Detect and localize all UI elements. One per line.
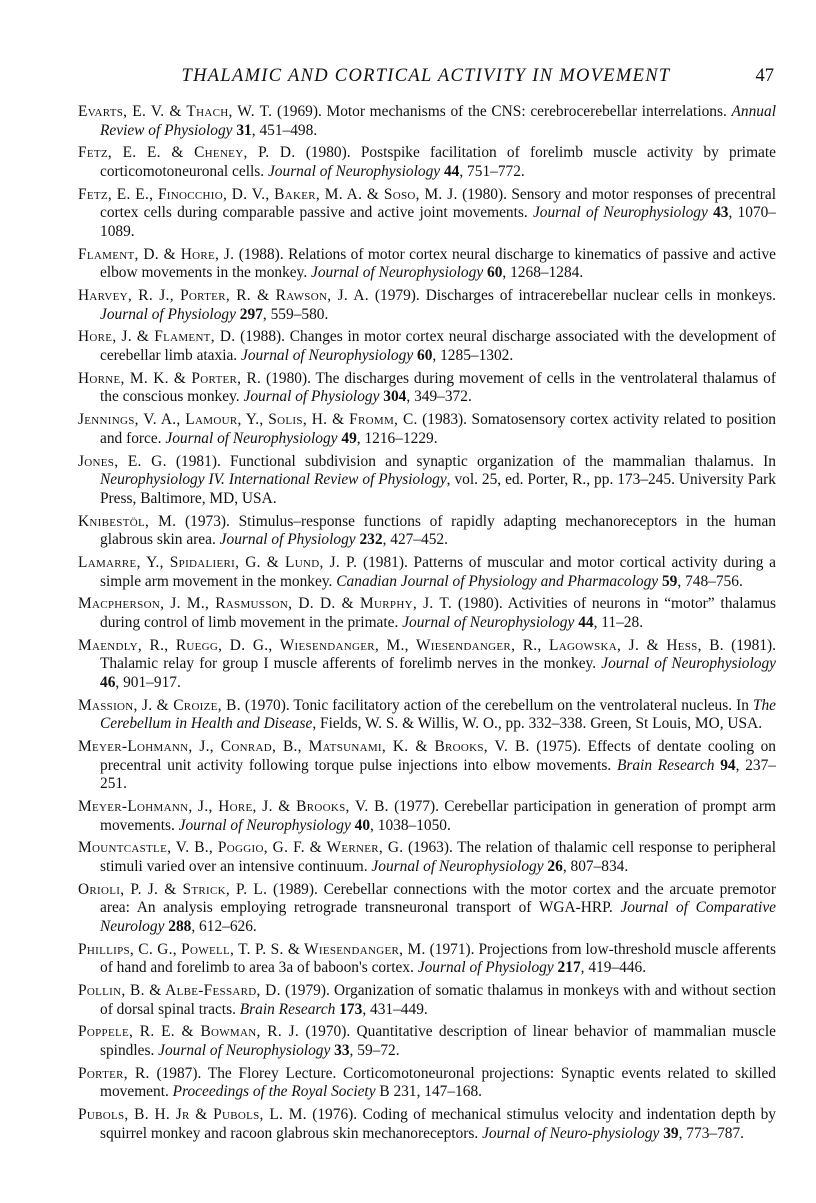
reference-title: (1981). Patterns of muscular and motor cortical activity during a simple arm movement in the monkey. xyxy=(100,553,776,590)
reference-pages: , 1070–1089. xyxy=(100,204,777,240)
reference-authors: Pollin, B. & Albe-Fessard, D. xyxy=(78,982,281,1000)
reference-journal: Journal of Neurophysiology xyxy=(601,655,777,673)
reference-journal: Journal of Neurophysiology xyxy=(402,613,575,631)
reference-authors: Porter, R. xyxy=(78,1064,150,1082)
reference-volume: 44 xyxy=(578,613,594,631)
reference-pages: , 612–626. xyxy=(191,917,257,935)
reference-journal: Journal of Physiology xyxy=(243,388,380,406)
reference-title: (1988). Relations of motor cortex neural discharge to kinematics of passive and active elbow movements in the monkey. xyxy=(100,245,776,282)
reference-entry xyxy=(78,186,776,242)
reference-entry xyxy=(78,554,776,591)
reference-entry xyxy=(78,328,776,365)
reference-title: (1963). The relation of thalamic cell response to peripheral stimuli varied over an intensive continuum. xyxy=(100,839,776,875)
reference-authors: Phillips, C. G., Powell, T. P. S. & Wiesendanger, M. xyxy=(78,940,426,958)
reference-pages: , 1285–1302. xyxy=(432,347,514,365)
reference-entry xyxy=(78,453,776,509)
reference-journal: Journal of Comparative Neurology xyxy=(100,899,776,935)
reference-authors: Jones, E. G. xyxy=(78,452,167,470)
reference-volume: 39 xyxy=(663,1124,679,1142)
reference-authors: Pubols, B. H. Jr & Pubols, L. M. xyxy=(78,1106,307,1124)
reference-entry xyxy=(78,697,776,734)
page-number: 47 xyxy=(755,66,774,86)
reference-entry xyxy=(78,246,776,283)
reference-entry xyxy=(78,287,776,324)
reference-authors: Horne, M. K. & Porter, R. xyxy=(78,369,262,387)
reference-journal: Brain Research xyxy=(616,756,715,774)
reference-entry xyxy=(78,941,776,978)
reference-title: (1979). Organization of somatic thalamus in monkeys with and without section of dorsal spinal tracts. xyxy=(100,982,776,1018)
reference-title: (1975). Effects of dentate cooling on precentral unit activity following torque pulse injections into elbow movements. xyxy=(100,738,776,774)
reference-title: (1969). Motor mechanisms of the CNS: cerebrocerebellar interrelations. xyxy=(272,103,732,120)
reference-journal: Neurophysiology IV. International Review of Physiology xyxy=(100,471,447,489)
reference-title: (1971). Projections from low-threshold muscle afferents of hand and forelimb to area 3a of baboon's cortex. xyxy=(100,940,776,977)
reference-authors: Evarts, E. V. & Thach, W. T. xyxy=(78,103,273,120)
reference-entry xyxy=(78,798,776,835)
reference-pages: , vol. 25, ed. Porter, R., pp. 173–245. University Park Press, Baltimore, MD, USA. xyxy=(100,471,777,507)
reference-volume: 40 xyxy=(354,816,371,834)
reference-journal: Journal of Neurophysiology xyxy=(532,204,708,222)
reference-pages: , 419–446. xyxy=(580,959,647,977)
reference-authors: Poppele, R. E. & Bowman, R. J. xyxy=(78,1023,300,1041)
reference-title: (1980). The discharges during movement of cells in the ventrolateral thalamus of the conscious monkey. xyxy=(100,369,776,406)
reference-pages: , 237–251. xyxy=(100,756,776,793)
reference-journal: Journal of Neurophysiology xyxy=(158,1042,331,1060)
reference-authors: Fetz, E. E., Finocchio, D. V., Baker, M. A. & Soso, M. J. xyxy=(78,185,458,203)
reference-volume: 49 xyxy=(341,429,357,447)
reference-volume: 33 xyxy=(334,1042,350,1060)
reference-pages: , 349–372. xyxy=(406,388,472,406)
reference-pages: , 59–72. xyxy=(349,1042,400,1060)
running-title: THALAMIC AND CORTICAL ACTIVITY IN MOVEMENT xyxy=(181,66,671,86)
reference-title: (1973). Stimulus–response functions of rapidly adapting mechanoreceptors in the human glabrous skin area. xyxy=(100,512,777,549)
reference-volume: 43 xyxy=(713,204,729,222)
reference-journal: Proceedings of the Royal Society xyxy=(172,1083,376,1101)
reference-entry xyxy=(78,595,776,632)
page-header xyxy=(78,66,774,90)
reference-journal: Journal of Neurophysiology xyxy=(178,816,351,834)
reference-authors: Jennings, V. A., Lamour, Y., Solis, H. & Fromm, C. xyxy=(78,411,418,429)
reference-authors: Flament, D. & Hore, J. xyxy=(78,245,235,263)
reference-volume: 173 xyxy=(339,1000,363,1018)
reference-pages: , 11–28. xyxy=(593,613,644,631)
reference-volume: 288 xyxy=(168,917,192,935)
reference-title: (1983). Somatosensory cortex activity related to position and force. xyxy=(100,411,776,447)
reference-pages: , 431–449. xyxy=(362,1000,428,1018)
reference-volume: 44 xyxy=(443,162,460,180)
reference-pages: , Fields, W. S. & Willis, W. O., pp. 332–338. Green, St Louis, MO, USA. xyxy=(312,715,763,733)
reference-entry xyxy=(78,144,776,181)
reference-authors: Mountcastle, V. B., Poggio, G. F. & Werner, G. xyxy=(78,839,404,857)
reference-authors: Knibestöl, M. xyxy=(78,512,177,530)
reference-volume: 31 xyxy=(236,121,252,139)
reference-entry xyxy=(78,738,776,794)
reference-title: (1981). Thalamic relay for group I muscle afferents of forelimb nerves in the monkey. xyxy=(100,636,776,673)
reference-authors: Meyer-Lohmann, J., Hore, J. & Brooks, V. B. xyxy=(78,798,389,815)
reference-title: (1970). Tonic facilitatory action of the cerebellum on the ventrolateral nucleus. In xyxy=(240,696,753,714)
reference-volume: 59 xyxy=(661,572,678,590)
reference-pages: , 427–452. xyxy=(382,531,448,549)
reference-journal: Journal of Neurophysiology xyxy=(241,347,414,365)
reference-entry xyxy=(78,1023,776,1060)
reference-volume: 304 xyxy=(383,388,407,406)
reference-volume: 60 xyxy=(487,264,503,282)
reference-title: (1977). Cerebellar participation in generation of prompt arm movements. xyxy=(100,798,776,834)
reference-pages: B 231, 147–168. xyxy=(375,1083,482,1101)
reference-journal: Journal of Physiology xyxy=(100,305,236,323)
reference-authors: Hore, J. & Flament, D. xyxy=(78,328,236,346)
reference-journal: Journal of Physiology xyxy=(219,531,356,549)
reference-authors: Macpherson, J. M., Rasmusson, D. D. & Murphy, J. T. xyxy=(78,595,453,613)
reference-authors: Massion, J. & Croize, B. xyxy=(78,696,241,714)
reference-volume: 232 xyxy=(359,531,383,549)
reference-title: (1980). Sensory and motor responses of precentral cortex cells during comparable passive and active joint movements. xyxy=(100,185,776,222)
reference-authors: Meyer-Lohmann, J., Conrad, B., Matsunami, K. & Brooks, V. B. xyxy=(78,738,530,756)
reference-pages: , 807–834. xyxy=(562,857,629,875)
reference-journal: Journal of Neurophysiology xyxy=(165,429,338,447)
reference-entry xyxy=(78,1065,776,1102)
reference-authors: Harvey, R. J., Porter, R. & Rawson, J. A. xyxy=(78,287,369,305)
reference-title: (1980). Activities of neurons in “motor” thalamus during control of limb movement in the primate. xyxy=(100,595,776,631)
reference-pages: , 451–498. xyxy=(251,121,318,139)
reference-pages: , 1038–1050. xyxy=(370,816,451,834)
reference-title: (1987). The Florey Lecture. Corticomotoneuronal projections: Synaptic events related to skilled movement. xyxy=(100,1064,776,1101)
reference-entry xyxy=(78,513,776,550)
reference-journal: The Cerebellum in Health and Disease xyxy=(100,696,776,733)
reference-entry xyxy=(78,103,776,140)
reference-title: (1970). Quantitative description of linear behavior of mammalian muscle spindles. xyxy=(100,1023,776,1060)
reference-authors: Lamarre, Y., Spidalieri, G. & Lund, J. P. xyxy=(78,553,358,571)
reference-entry xyxy=(78,1106,776,1143)
reference-pages: , 559–580. xyxy=(262,305,329,323)
reference-journal: Journal of Neurophysiology xyxy=(311,264,484,282)
reference-list xyxy=(78,103,776,1148)
reference-entry xyxy=(78,839,776,876)
reference-volume: 60 xyxy=(417,347,433,365)
reference-entry xyxy=(78,370,776,407)
reference-volume: 297 xyxy=(239,305,263,323)
reference-title: (1989). Cerebellar connections with the motor cortex and the arcuate premotor area: An analysis employing retrograde transneuronal transport of WGA-HRP. xyxy=(100,880,776,917)
reference-journal: Journal of Physiology xyxy=(417,959,554,977)
reference-authors: Fetz, E. E. & Cheney, P. D. xyxy=(78,144,296,162)
reference-entry xyxy=(78,411,776,448)
reference-journal: Canadian Journal of Physiology and Pharmacology xyxy=(336,572,659,590)
reference-pages: , 1268–1284. xyxy=(502,264,584,282)
reference-journal: Journal of Neuro-physiology xyxy=(482,1124,660,1142)
reference-volume: 217 xyxy=(557,959,581,977)
reference-entry xyxy=(78,637,776,693)
reference-volume: 26 xyxy=(547,857,563,875)
reference-pages: , 1216–1229. xyxy=(356,429,438,447)
reference-title: (1981). Functional subdivision and synaptic organization of the mammalian thalamus. In xyxy=(166,452,776,470)
reference-title: (1976). Coding of mechanical stimulus velocity and indentation depth by squirrel monkey and racoon glabrous skin mechanoreceptors. xyxy=(100,1106,776,1142)
reference-title: (1980). Postspike facilitation of forelimb muscle activity by primate corticomotoneuronal cells. xyxy=(100,144,776,180)
reference-authors: Orioli, P. J. & Strick, P. L. xyxy=(78,880,268,898)
reference-pages: , 773–787. xyxy=(678,1124,745,1142)
reference-pages: , 748–756. xyxy=(677,572,743,590)
reference-journal: Journal of Neurophysiology xyxy=(267,162,441,180)
reference-journal: Brain Research xyxy=(239,1000,336,1018)
reference-volume: 46 xyxy=(100,673,116,691)
reference-title: (1988). Changes in motor cortex neural discharge associated with the development of cerebellar limb ataxia. xyxy=(100,328,776,365)
reference-journal: Annual Review of Physiology xyxy=(100,103,776,139)
reference-journal: Journal of Neurophysiology xyxy=(371,857,544,875)
reference-entry xyxy=(78,881,776,937)
reference-volume: 94 xyxy=(720,756,736,774)
reference-authors: Maendly, R., Ruegg, D. G., Wiesendanger, M., Wiesendanger, R., Lagowska, J. & Hess, B. xyxy=(78,636,724,654)
reference-pages: , 901–917. xyxy=(115,673,181,691)
reference-pages: , 751–772. xyxy=(459,162,525,180)
reference-entry xyxy=(78,982,776,1019)
reference-title: (1979). Discharges of intracerebellar nuclear cells in monkeys. xyxy=(368,287,776,305)
